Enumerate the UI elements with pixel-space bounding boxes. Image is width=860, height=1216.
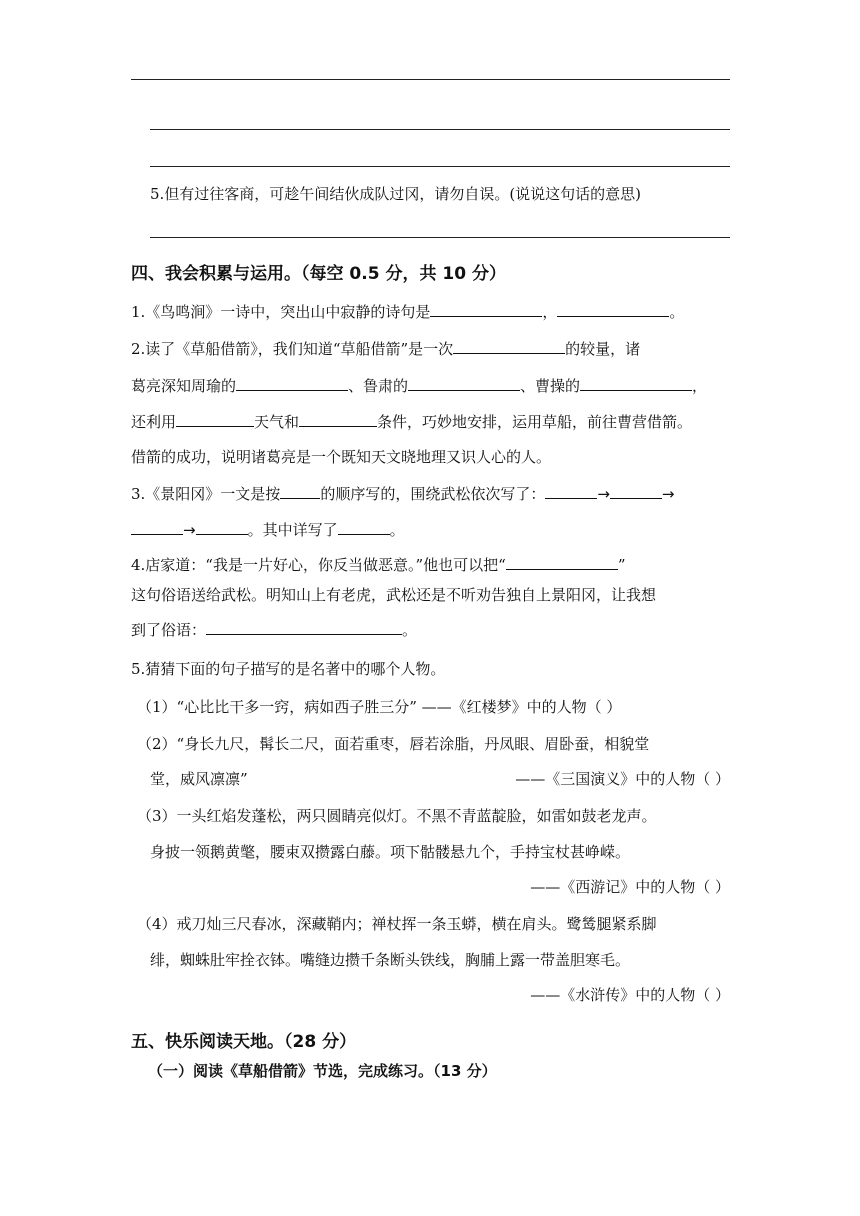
s4-q5-item-1: （1）“心比比干多一窍，病如西子胜三分” ——《红楼梦》中的人物（ ） bbox=[137, 698, 622, 716]
answer-line bbox=[150, 237, 730, 238]
blank bbox=[610, 484, 662, 499]
blank bbox=[453, 339, 565, 354]
text: 到了俗语： bbox=[131, 621, 207, 639]
s4-q5-item-4-line1: （4）戒刀灿三尺春冰，深藏鞘内；禅杖挥一条玉蟒，横在肩头。鹭鸶腿紧系脚 bbox=[137, 915, 657, 933]
text: 。 bbox=[669, 303, 685, 321]
text: 、鲁肃的 bbox=[348, 377, 409, 395]
section-4-title: 四、我会积累与运用。（每空 0.5 分，共 10 分） bbox=[131, 264, 506, 284]
s4-q5-title: 5.猜猜下面的句子描写的是名著中的哪个人物。 bbox=[131, 660, 446, 678]
text: 的顺序写的，围绕武松依次写了： bbox=[320, 485, 546, 503]
blank bbox=[408, 376, 520, 391]
blank bbox=[206, 620, 402, 635]
text: 2.读了《草船借箭》，我们知道“草船借箭”是一次 bbox=[131, 340, 454, 358]
blank bbox=[196, 520, 248, 535]
blank bbox=[545, 484, 597, 499]
blank bbox=[299, 412, 377, 427]
text: 。其中详写了 bbox=[247, 521, 338, 539]
blank bbox=[557, 302, 669, 317]
text: 条件，巧妙地安排，运用草船，前往曹营借箭。 bbox=[377, 413, 693, 431]
s4-q3-line1 bbox=[131, 484, 674, 504]
s4-q4-line2: 这句俗语送给武松。明知山上有老虎，武松还是不听劝告独自上景阳冈，让我想 bbox=[131, 586, 657, 604]
s4-q2-line2 bbox=[131, 376, 707, 396]
text: 。 bbox=[402, 621, 418, 639]
section-5-subtitle: （一）阅读《草船借箭》节选，完成练习。（13 分） bbox=[148, 1062, 497, 1080]
blank bbox=[176, 412, 254, 427]
text: ， bbox=[692, 377, 708, 395]
text: 葛亮深知周瑜的 bbox=[131, 377, 237, 395]
s4-q5-item-2-line1: （2）“身长九尺，髯长二尺，面若重枣，唇若涂脂，丹凤眼、眉卧蚕，相貌堂 bbox=[137, 735, 650, 753]
s4-q2-line3 bbox=[131, 412, 692, 432]
blank bbox=[131, 520, 183, 535]
blank bbox=[430, 302, 542, 317]
s4-q2-line1 bbox=[131, 339, 640, 359]
blank bbox=[338, 520, 390, 535]
text: ， bbox=[542, 303, 558, 321]
s4-q5-item-3-line1: （3）一头红焰发蓬松，两只圆睛亮似灯。不黑不青蓝靛脸，如雷如鼓老龙声。 bbox=[137, 807, 657, 825]
s4-q5-item-4-source: ——《水浒传》中的人物（ ） bbox=[530, 986, 730, 1004]
text: 、曹操的 bbox=[520, 377, 581, 395]
s4-q1 bbox=[131, 302, 684, 322]
s4-q5-item-2-line2: 堂，威风凛凛” bbox=[150, 770, 248, 788]
s4-q5-item-4-line2: 绯，蜘蛛肚牢拴衣钵。嘴缝边攒千条断头铁线，胸脯上露一带盖胆寒毛。 bbox=[150, 951, 631, 969]
arrow-icon: → bbox=[597, 485, 610, 503]
s4-q4-line1 bbox=[131, 555, 626, 575]
text: 4.店家道：“我是一片好心，你反当做恶意。”他也可以把“ bbox=[131, 556, 506, 574]
blank bbox=[236, 376, 348, 391]
blank bbox=[580, 376, 692, 391]
text: 。 bbox=[389, 521, 405, 539]
section-5-title: 五、快乐阅读天地。（28 分） bbox=[131, 1032, 357, 1052]
text: ” bbox=[617, 556, 626, 574]
answer-line bbox=[131, 79, 730, 80]
text: 还利用 bbox=[131, 413, 177, 431]
text: 天气和 bbox=[254, 413, 300, 431]
blank bbox=[506, 555, 618, 570]
text: 1.《鸟鸣涧》一诗中，突出山中寂静的诗句是 bbox=[131, 303, 431, 321]
s4-q5-item-3-line2: 身披一领鹅黄氅，腰束双攒露白藤。项下骷髅悬九个，手持宝杖甚峥嵘。 bbox=[150, 843, 631, 861]
answer-line bbox=[150, 166, 730, 167]
arrow-icon: → bbox=[183, 521, 196, 539]
text: 的较量，诸 bbox=[565, 340, 641, 358]
s4-q2-line4: 借箭的成功，说明诸葛亮是一个既知天文晓地理又识人心的人。 bbox=[131, 448, 552, 466]
text: 3.《景阳冈》一文是按 bbox=[131, 485, 281, 503]
question-5-prompt: 5.但有过往客商，可趁午间结伙成队过冈，请勿自误。(说说这句话的意思) bbox=[150, 185, 642, 203]
s4-q5-item-3-source: ——《西游记》中的人物（ ） bbox=[530, 878, 730, 896]
s4-q3-line2 bbox=[131, 520, 405, 540]
blank bbox=[280, 484, 320, 499]
s4-q4-line3 bbox=[131, 620, 417, 640]
arrow-icon: → bbox=[661, 485, 675, 503]
s4-q5-item-2-source: ——《三国演义》中的人物（ ） bbox=[515, 770, 730, 788]
answer-line bbox=[150, 129, 730, 130]
